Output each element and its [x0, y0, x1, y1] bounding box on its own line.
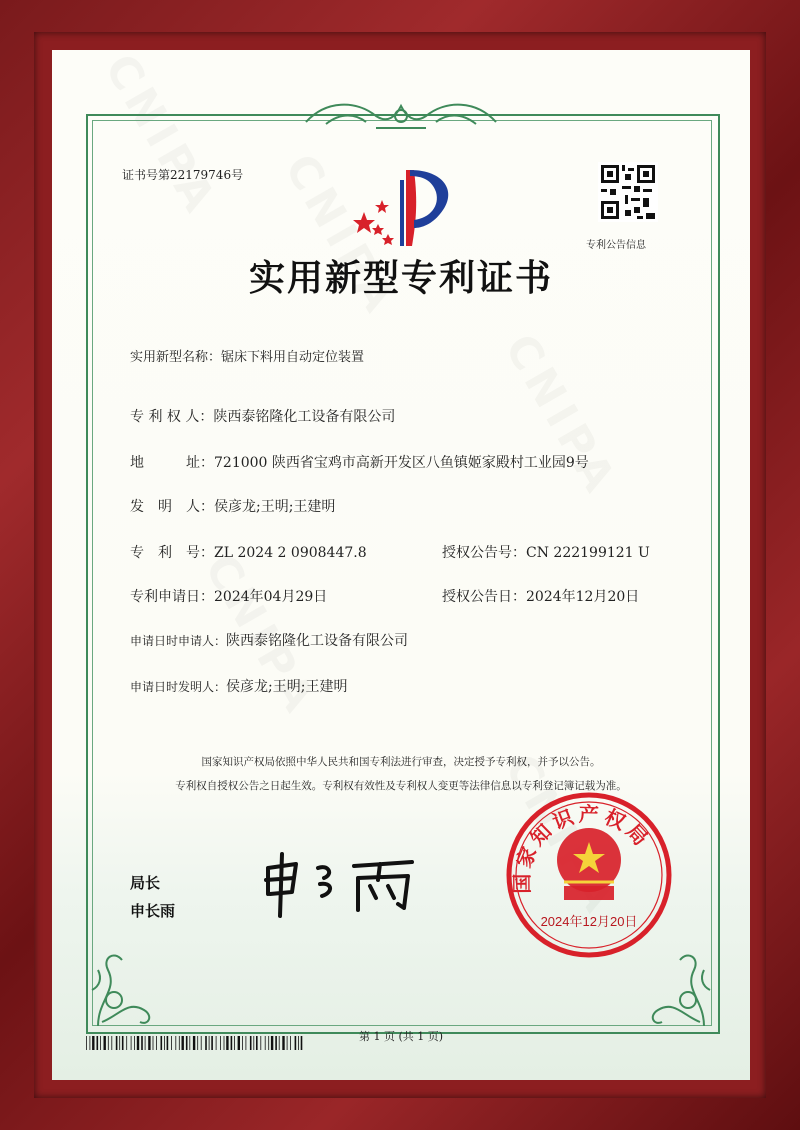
notice-line-1: 国家知识产权局依照中华人民共和国专利法进行审查，决定授予专利权，并予以公告。	[201, 756, 601, 768]
barcode-icon	[86, 1036, 306, 1050]
field-label: 专利申请日：	[130, 589, 214, 605]
field-value: 陕西泰铭隆化工设备有限公司	[226, 633, 409, 649]
field-grant-pub-number	[442, 542, 650, 562]
field-grant-date	[442, 586, 639, 606]
field-label: 申请日时申请人：	[130, 634, 227, 648]
field-value: 侯彦龙;王明;王建明	[226, 679, 348, 695]
field-applicant	[130, 630, 408, 650]
svg-text:2024年12月20日: 2024年12月20日	[540, 914, 638, 929]
certificate-title: 实用新型专利证书	[248, 257, 553, 299]
field-name	[130, 346, 364, 365]
field-label: 实用新型名称：	[130, 350, 222, 365]
director-name: 申长雨	[130, 902, 176, 920]
field-label: 授权公告日：	[442, 589, 526, 605]
field-patent-number	[130, 542, 367, 562]
field-value: ZL 2024 2 0908447.8	[214, 545, 367, 561]
field-label: 地 址：	[130, 455, 214, 471]
signature-icon	[262, 850, 422, 920]
field-value: 2024年12月20日	[526, 589, 640, 605]
field-label: 授权公告号：	[442, 545, 526, 561]
field-label: 申请日时发明人：	[130, 680, 227, 694]
certificate-number: 证书号第22179746号	[122, 168, 244, 182]
field-label: 专 利 号：	[130, 545, 214, 561]
page-number: 第 1 页 (共 1 页)	[358, 1030, 444, 1043]
field-value: 锯床下料用自动定位装置	[221, 350, 365, 365]
cnipa-logo-icon	[344, 162, 464, 252]
field-value: 2024年04月29日	[214, 589, 328, 605]
qr-code[interactable]	[598, 162, 658, 222]
qr-code-icon	[598, 162, 658, 222]
field-label: 专 利 权 人：	[130, 409, 214, 425]
field-owner	[130, 406, 395, 426]
notice-line-2: 专利权自授权公告之日起生效。专利权有效性及专利权人变更等法律信息以专利登记簿记载为准。	[175, 780, 627, 792]
certificate-paper	[52, 50, 750, 1080]
field-address	[130, 452, 589, 472]
field-applicant-inventor	[130, 676, 347, 696]
corner-ornament-icon	[634, 930, 714, 1030]
field-value: 721000 陕西省宝鸡市高新开发区八鱼镇姬家殿村工业园9号	[214, 455, 589, 471]
field-filing-date	[130, 586, 327, 606]
corner-ornament-icon	[88, 930, 168, 1030]
director-label: 局长	[130, 874, 161, 892]
field-value: CN 222199121 U	[526, 545, 650, 561]
top-ornament-icon	[296, 94, 506, 134]
field-value: 侯彦龙;王明;王建明	[214, 499, 336, 515]
field-value: 陕西泰铭隆化工设备有限公司	[213, 409, 396, 425]
field-inventor	[130, 496, 335, 516]
qr-label: 专利公告信息	[586, 240, 646, 251]
svg-text:国家知识产权局: 国家知识产权局	[509, 801, 656, 894]
field-label: 发 明 人：	[130, 499, 214, 515]
